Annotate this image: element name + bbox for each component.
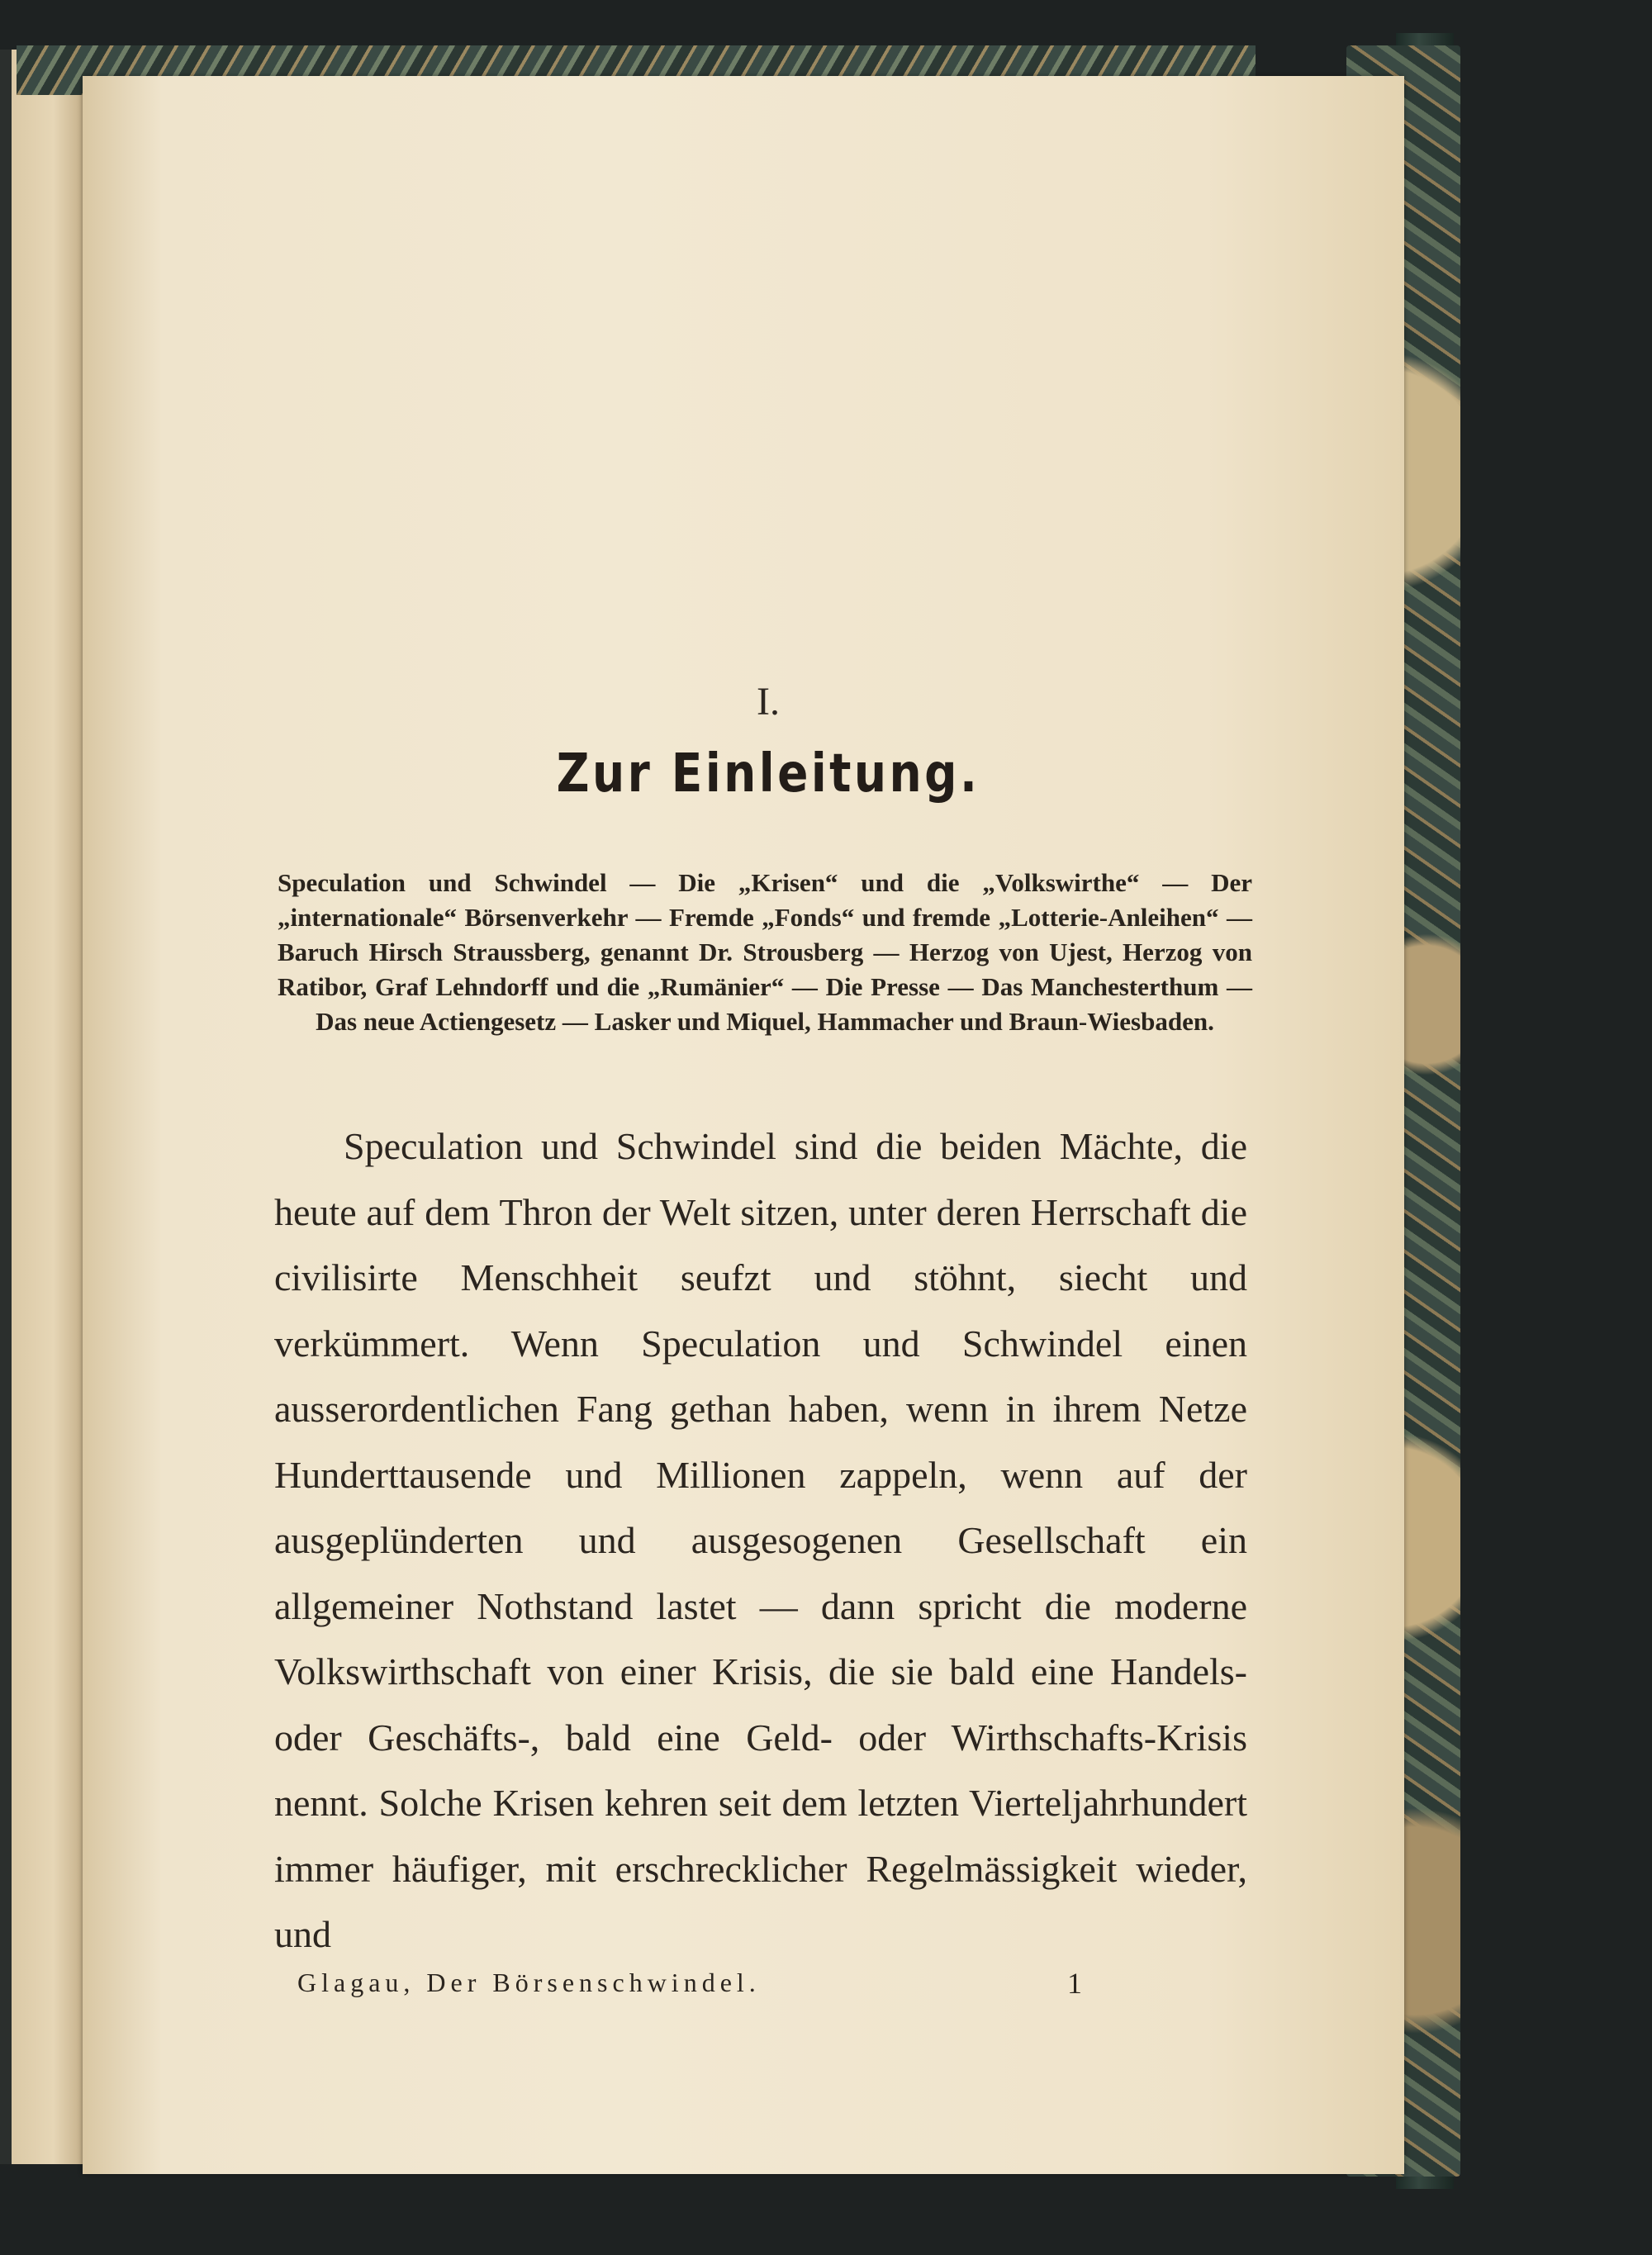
chapter-title: Zur Einleitung. (556, 743, 980, 805)
body-paragraph: Speculation und Schwindel sind die beiden Mächte, die heute auf dem Thron der Welt sitzen, unter deren Herrschaft die civilisirte Menschheit seufzt und stöhnt, siecht und verkümmert. Wenn Speculation und Schwindel einen ausserordentlichen Fang gethan haben, wenn in ihrem Netze Hunderttausende und Millionen zappeln, wenn auf der ausgeplünderten und ausgesogenen Gesellschaft ein allgemeiner Nothstand lastet — dann spricht die moderne Volkswirthschaft von einer Krisis, die sie bald eine Handels- oder Geschäfts-, bald eine Geld- oder Wirthschafts-Krisis nennt. Solche Krisen kehren seit dem letzten Vierteljahrhundert immer häufiger, mit erschrecklicher Regelmässigkeit wieder, und (274, 1125, 1247, 1955)
chapter-number: I. (757, 680, 780, 724)
book-page (83, 76, 1404, 2174)
signature-mark: Glagau, Der Börsenschwindel. (297, 1968, 761, 1997)
binding-gutter (0, 50, 12, 2164)
page-number: 1 (1067, 1967, 1082, 2000)
page-footer (297, 1968, 1123, 1998)
facing-page-edge (0, 50, 89, 2164)
chapter-summary: Speculation und Schwindel — Die „Krisen“ und die „Volkswirthe“ — Der „internationale“ Börsenverkehr — Fremde „Fonds“ und fremde „Lotterie-Anleihen“ — Baruch Hirsch Straussberg, genannt Dr. Strousberg — Herzog von Ujest, Herzog von Ratibor, Graf Lehndorff und die „Rumänier“ — Die Presse — Das Manchesterthum — Das neue Actiengesetz — Lasker und Miquel, Hammacher und Braun-Wiesbaden. (278, 868, 1252, 1036)
